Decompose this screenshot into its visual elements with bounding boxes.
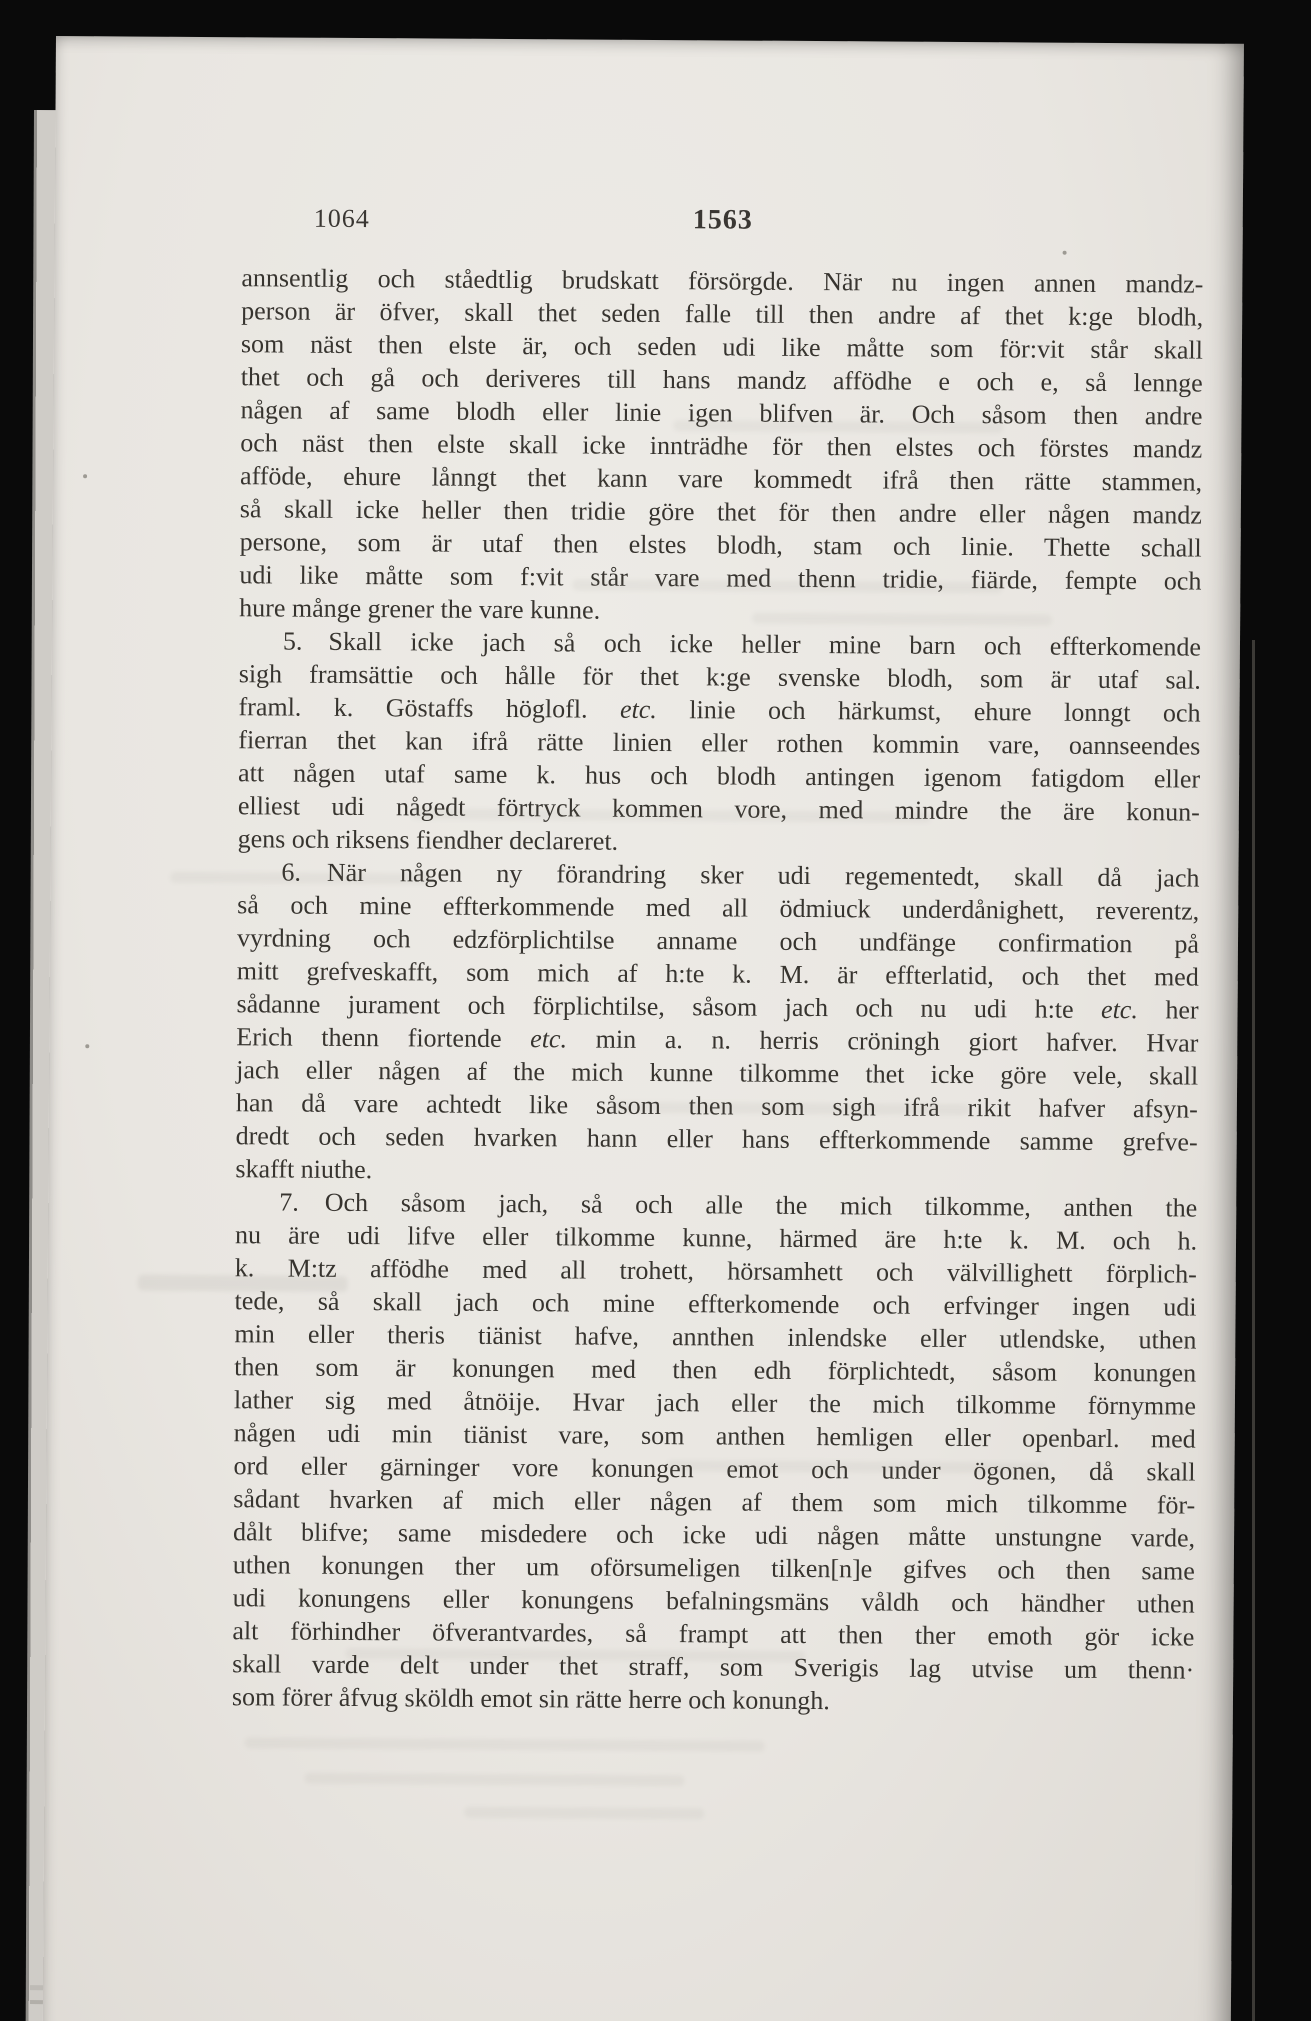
text-line: att någen utaf same k. hus och blodh antingen igenom fatigdom eller — [238, 758, 1201, 794]
text-block — [232, 261, 1204, 1719]
text-line: någen af same blodh eller linie igen blifven är. Och såsom then andre — [240, 395, 1203, 431]
text-line: 5. Skall icke jach så och icke heller mine barn och effterkomende — [282, 626, 1202, 662]
page-number: 1064 — [313, 203, 370, 234]
text-line: dredt och seden hvarken hann eller hans effterkommende samme grefve- — [235, 1121, 1198, 1157]
dust-speck — [85, 1044, 89, 1048]
text-line: han då vare achtedt like såsom then som sigh ifrå rikit hafver afsyn- — [235, 1088, 1199, 1124]
bleed-through-mark — [138, 1275, 348, 1292]
text-line: gens och riksens fiendher declareret. — [237, 824, 619, 856]
page-edge-highlight — [1252, 640, 1255, 2021]
text-line: 7. Och såsom jach, så och alle the mich tilkomme, anthen the — [279, 1187, 1198, 1223]
text-line: och näst then elste skall icke innträdhe för then elstes och förstes mandz — [240, 428, 1203, 464]
text-line: persone, som är utaf then elstes blodh, stam och linie. Thette schall — [239, 527, 1202, 563]
text-line: så och mine effterkommende med all ödmiuck underdånighett, reverentz, — [237, 890, 1200, 926]
text-line: mitt grefveskafft, som mich af h:te k. M. är effterlatid, och thet med — [236, 956, 1199, 992]
text-line: udi konungens eller konungens befalningsmäns våldh och händher uthen — [232, 1583, 1195, 1619]
text-line: Erich thenn fiortende etc. min a. n. herris cröningh giort hafver. Hvar — [236, 1022, 1199, 1058]
text-line: sigh framsättie och hålle för thet k:ge svenske blodh, som är utaf sal. — [238, 659, 1201, 695]
page-sheet — [43, 36, 1244, 2021]
bleed-through-mark — [673, 420, 1003, 433]
dust-speck — [1063, 251, 1067, 255]
page-header — [242, 203, 1204, 243]
bleed-through-mark — [170, 872, 430, 885]
bleed-through-mark — [245, 1737, 765, 1751]
text-line: 6. När någen ny förandring sker udi regementedt, skall då jach — [281, 857, 1200, 893]
text-line: k. M:tz affödhe med all trohett, hörsamhett och välvillighett förplich- — [234, 1253, 1197, 1289]
text-line: vyrdning och edzförplichtilse anname och undfänge confirmation på — [236, 923, 1200, 959]
text-line: tede, så skall jach och mine effterkomende och erfvinger ingen udi — [234, 1286, 1197, 1322]
text-line: skafft niuthe. — [235, 1154, 373, 1185]
text-line: som förer åfvug sköldh emot sin rätte herre och konungh. — [231, 1682, 830, 1716]
text-line: dålt blifve; same misdedere och icke udi någen måtte unstungne varde, — [232, 1517, 1196, 1553]
text-line: afföde, ehure lånngt thet kann vare kommedt ifrå then rätte stammen, — [239, 461, 1203, 497]
text-line: min eller theris tiänist hafve, annthen inlendske eller utlendske, uthen — [234, 1319, 1197, 1355]
text-line: person är öfver, skall thet seden falle till then andre af thet k:ge blodh, — [241, 296, 1204, 332]
text-line: elliest udi någedt förtryck kommen vore, med mindre the äre konun- — [237, 791, 1200, 827]
text-line: sådanne jurament och förplichtilse, såsom jach och nu udi h:te etc. her — [236, 989, 1199, 1025]
text-line: fierran thet kan ifrå rätte linien eller rothen kommin vare, oannseendes — [238, 725, 1201, 761]
text-line: framl. k. Göstaffs höglofl. etc. linie och härkumst, ehure lonngt och — [238, 692, 1201, 728]
year-heading: 1563 — [692, 204, 753, 236]
text-line: så skall icke heller then tridie göre thet för then andre eller någen mandz — [239, 494, 1202, 530]
dust-speck — [83, 474, 87, 478]
text-line: uthen konungen ther um oförsumeligen tilken[n]e gifves och then same — [232, 1550, 1195, 1586]
text-line: annsentlig och ståedtlig brudskatt försörgde. När nu ingen annen mandz- — [241, 263, 1204, 299]
text-line: som näst then elste är, och seden udi like måtte som för:vit står skall — [240, 329, 1204, 365]
text-line: hure månge grener the vare kunne. — [239, 593, 601, 625]
text-line: ord eller gärninger vore konungen emot och under ögonen, då skall — [233, 1451, 1196, 1487]
text-line: jach eller någen af the mich kunne tilkomme thet icke göre vele, skall — [236, 1055, 1199, 1091]
text-line: alt förhindher öfverantvardes, så frampt att then ther emoth gör icke — [232, 1616, 1195, 1652]
bleed-through-mark — [304, 1773, 684, 1787]
text-line: sådant hvarken af mich eller någen af them som mich tilkomme för- — [233, 1484, 1196, 1520]
text-line: udi like måtte som f:vit står vare med thenn tridie, fiärde, fempte och — [239, 560, 1202, 596]
bleed-through-mark — [752, 613, 1052, 626]
text-line: thet och gå och deriveres till hans mandz affödhe e och e, så lennge — [240, 362, 1203, 398]
text-line: någen udi min tiänist vare, som anthen hemligen eller openbarl. med — [233, 1418, 1196, 1454]
text-line: then som är konungen med then edh förplichtedt, såsom konungen — [234, 1352, 1197, 1388]
text-line: lather sig med åtnöije. Hvar jach eller the mich tilkomme förnymme — [233, 1385, 1197, 1421]
text-line: skall varde delt under thet straff, som Sverigis lag utvise um thenn· — [232, 1649, 1195, 1685]
text-line: nu äre udi lifve eller tilkomme kunne, härmed äre h:te k. M. och h. — [234, 1220, 1198, 1256]
bleed-through-mark — [464, 1807, 704, 1820]
